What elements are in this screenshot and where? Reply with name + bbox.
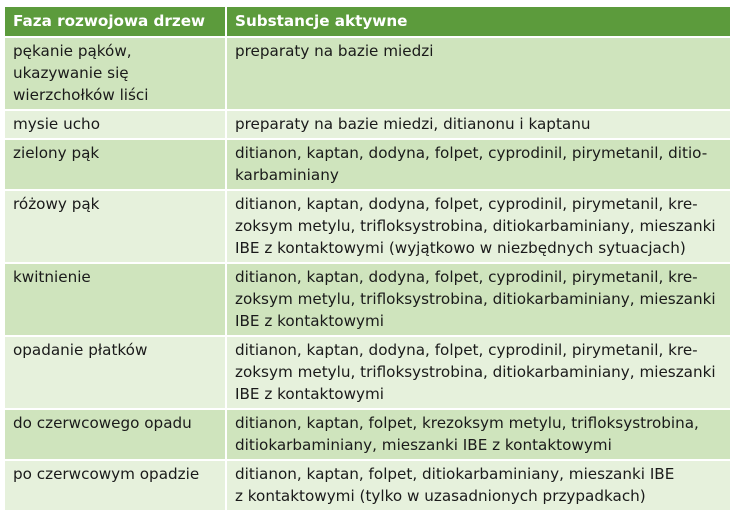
substance-text-line: IBE z kontaktowymi bbox=[235, 385, 385, 403]
substance-text-line: zoksym metylu, trifloksystrobina, ditiokarbaminiany, mieszanki bbox=[235, 217, 716, 235]
table-row bbox=[4, 190, 731, 263]
substance-text-line: z kontaktowymi (tylko w uzasadnionych przypadkach) bbox=[235, 487, 646, 505]
fungicide-phase-table bbox=[3, 5, 732, 512]
table-row bbox=[4, 139, 731, 190]
substance-cell bbox=[226, 37, 731, 110]
phase-cell bbox=[4, 409, 226, 460]
substance-text-line: ditianon, kaptan, dodyna, folpet, cyprodinil, pirymetanil, kre- bbox=[235, 195, 698, 213]
substance-cell bbox=[226, 336, 731, 409]
substance-cell bbox=[226, 263, 731, 336]
header-phase: Faza rozwojowa drzew bbox=[4, 6, 226, 37]
phase-cell bbox=[4, 336, 226, 409]
phase-text-line: kwitnienie bbox=[13, 268, 91, 286]
table-row bbox=[4, 409, 731, 460]
phase-text-line: pękanie pąków, bbox=[13, 42, 132, 60]
substance-cell bbox=[226, 139, 731, 190]
substance-text-line: ditiokarbaminiany, mieszanki IBE z kontaktowymi bbox=[235, 436, 612, 454]
table-row bbox=[4, 110, 731, 139]
phase-cell bbox=[4, 460, 226, 511]
table-row bbox=[4, 263, 731, 336]
substance-text-line: IBE z kontaktowymi (wyjątkowo w niezbędnych sytuacjach) bbox=[235, 239, 686, 257]
phase-text-line: opadanie płatków bbox=[13, 341, 148, 359]
substance-cell bbox=[226, 460, 731, 511]
substance-text-line: ditianon, kaptan, folpet, ditiokarbaminiany, mieszanki IBE bbox=[235, 465, 675, 483]
phase-text-line: ukazywanie się bbox=[13, 64, 129, 82]
table-body bbox=[4, 37, 731, 511]
table-row bbox=[4, 37, 731, 110]
substance-cell bbox=[226, 409, 731, 460]
phase-text-line: do czerwcowego opadu bbox=[13, 414, 192, 432]
phase-text-line: mysie ucho bbox=[13, 115, 100, 133]
substance-text-line: ditianon, kaptan, dodyna, folpet, cyprodinil, pirymetanil, kre- bbox=[235, 341, 698, 359]
phase-text-line: zielony pąk bbox=[13, 144, 100, 162]
substance-text-line: ditianon, kaptan, folpet, krezoksym metylu, trifloksystrobina, bbox=[235, 414, 699, 432]
substance-text-line: zoksym metylu, trifloksystrobina, ditiokarbaminiany, mieszanki bbox=[235, 290, 716, 308]
phase-cell bbox=[4, 190, 226, 263]
phase-text-line: różowy pąk bbox=[13, 195, 100, 213]
table-row bbox=[4, 460, 731, 511]
substance-text-line: ditianon, kaptan, dodyna, folpet, cyprodinil, pirymetanil, ditio- bbox=[235, 144, 708, 162]
phase-text-line: po czerwcowym opadzie bbox=[13, 465, 200, 483]
phase-text-line: wierzchołków liści bbox=[13, 86, 149, 104]
phase-cell bbox=[4, 37, 226, 110]
substance-text-line: ditianon, kaptan, dodyna, folpet, cyprodinil, pirymetanil, kre- bbox=[235, 268, 698, 286]
substance-text-line: preparaty na bazie miedzi bbox=[235, 42, 434, 60]
substance-cell bbox=[226, 110, 731, 139]
substance-text-line: IBE z kontaktowymi bbox=[235, 312, 385, 330]
phase-cell bbox=[4, 110, 226, 139]
header-substances: Substancje aktywne bbox=[226, 6, 731, 37]
substance-text-line: zoksym metylu, trifloksystrobina, ditiokarbaminiany, mieszanki bbox=[235, 363, 716, 381]
substance-text-line: karbaminiany bbox=[235, 166, 339, 184]
substance-cell bbox=[226, 190, 731, 263]
phase-cell bbox=[4, 263, 226, 336]
table-header-row bbox=[4, 6, 731, 37]
table-row bbox=[4, 336, 731, 409]
substance-text-line: preparaty na bazie miedzi, ditianonu i kaptanu bbox=[235, 115, 591, 133]
phase-cell bbox=[4, 139, 226, 190]
